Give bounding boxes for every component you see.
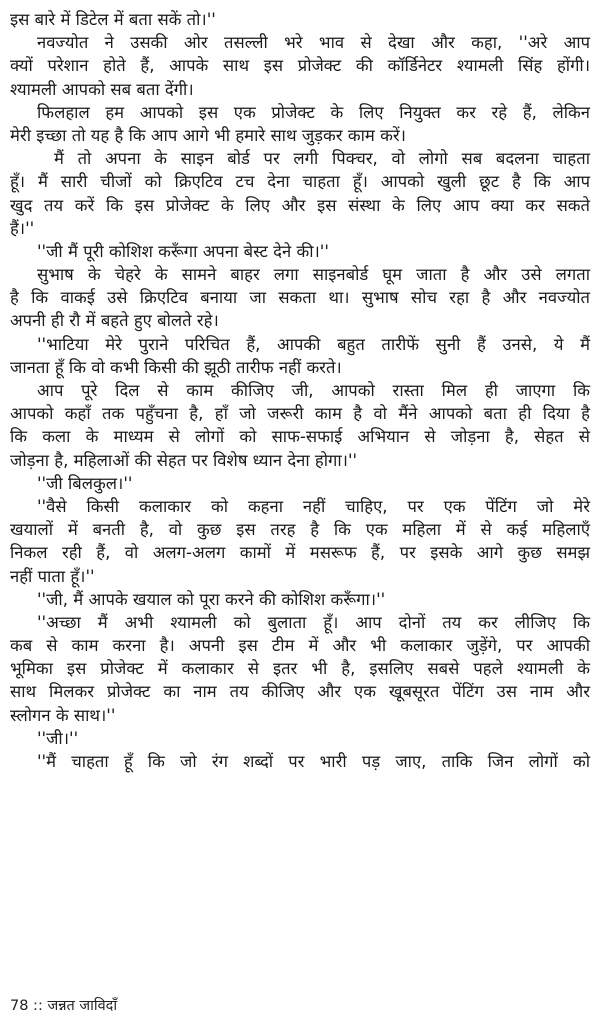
text-line: कब से काम करना है। अपनी इस टीम में और भी कलाकार जुड़ेंगे, पर आपकी bbox=[10, 636, 590, 656]
text-line: सुभाष के चेहरे के सामने बाहर लगा साइनबोर्ड घूम जाता है और उसे लगता bbox=[37, 265, 590, 285]
text-line: साथ मिलकर प्रोजेक्ट का नाम तय कीजिए और एक खूबसूरत पेंटिंग उस नाम और bbox=[10, 682, 590, 702]
text-line: हूँ। मैं सारी चीजों को क्रिएटिव टच देना चाहता हूँ। आपको खुली छूट है कि आप bbox=[10, 172, 590, 192]
text-line: स्लोगन के साथ।'' bbox=[10, 705, 116, 725]
text-line: आप पूरे दिल से काम कीजिए जी, आपको रास्ता मिल ही जाएगा कि bbox=[37, 381, 590, 400]
text-line: जोड़ना है, महिलाओं की सेहत पर विशेष ध्यान देना होगा।'' bbox=[10, 450, 358, 470]
text-line: जानता हूँ कि वो कभी किसी की झूठी तारीफ नहीं करते। bbox=[10, 357, 342, 377]
text-line: खुद तय करें कि इस प्रोजेक्ट के लिए और इस संस्था के लिए आप क्या कर सकते bbox=[10, 195, 590, 215]
text-line: हैं।'' bbox=[10, 218, 35, 238]
text-line: ''वैसे किसी कलाकार को कहना नहीं चाहिए, पर एक पेंटिंग जो मेरे bbox=[37, 496, 590, 516]
text-line: आपको कहाँ तक पहुँचना है, हाँ जो जरूरी काम है वो मैंने आपको बता ही दिया है bbox=[10, 404, 590, 424]
text-line: नहीं पाता हूँ।'' bbox=[10, 566, 95, 586]
text-line: ''भाटिया मेरे पुराने परिचित हैं, आपकी बहुत तारीफें सुनी हैं उनसे, ये मैं bbox=[37, 334, 590, 354]
text-line: फिलहाल हम आपको इस एक प्रोजेक्ट के लिए नियुक्त कर रहे हैं, लेकिन bbox=[37, 102, 590, 122]
text-line: ''जी, मैं आपके खयाल को पूरा करने की कोशिश करूँगा।'' bbox=[37, 589, 386, 609]
text-line: अपनी ही रौ में बहते हुए बोलते रहे। bbox=[10, 311, 219, 331]
text-line: ''अच्छा मैं अभी श्यामली को बुलाता हूँ। आप दोनों तय कर लीजिए कि bbox=[37, 612, 590, 632]
text-line: मैं तो अपना के साइन बोर्ड पर लगी पिक्चर, वो लोगो सब बदलना चाहता bbox=[54, 149, 590, 169]
text-line: ''जी मैं पूरी कोशिश करूँगा अपना बेस्ट देने की।'' bbox=[37, 241, 329, 261]
text-line: श्यामली आपको सब बता देंगी। bbox=[10, 79, 194, 99]
text-line: कि कला के माध्यम से लोगों को साफ-सफाई अभियान से जोड़ना है, सेहत से bbox=[10, 427, 590, 447]
text-line: क्यों परेशान होते हैं, आपके साथ इस प्रोजेक्ट की कॉर्डिनेटर श्यामली सिंह होंगी। bbox=[10, 56, 590, 76]
text-line: इस बारे में डिटेल में बता सकें तो।'' bbox=[10, 10, 216, 29]
text-line: भूमिका इस प्रोजेक्ट में कलाकार से इतर भी है, इसलिए सबसे पहले श्यामली के bbox=[10, 659, 590, 679]
body-text bbox=[10, 8, 590, 773]
page-number-label: 78 :: जन्नत जाविदाँ bbox=[10, 998, 118, 1014]
text-line: ''जी बिलकुल।'' bbox=[37, 473, 133, 493]
text-line: मेरी इच्छा तो यह है कि आप आगे भी हमारे साथ जुड़कर काम करें। bbox=[10, 125, 406, 145]
text-line: खयालों में बनती है, वो कुछ इस तरह है कि एक महिला में से कई महिलाएँ bbox=[10, 520, 590, 540]
text-line: नवज्योत ने उसकी ओर तसल्ली भरे भाव से देखा और कहा, ''अरे आप bbox=[37, 33, 590, 53]
text-line: ''मैं चाहता हूँ कि जो रंग शब्दों पर भारी पड़ जाए, ताकि जिन लोगों को bbox=[37, 752, 590, 771]
text-line: निकल रही हैं, वो अलग-अलग कामों में मसरूफ हैं, पर इसके आगे कुछ समझ bbox=[10, 543, 590, 563]
text-line: ''जी।'' bbox=[37, 728, 79, 748]
page-footer bbox=[10, 996, 117, 1016]
text-line: है कि वाकई उसे क्रिएटिव बनाया जा सकता था। सुभाष सोच रहा है और नवज्योत bbox=[10, 288, 590, 308]
